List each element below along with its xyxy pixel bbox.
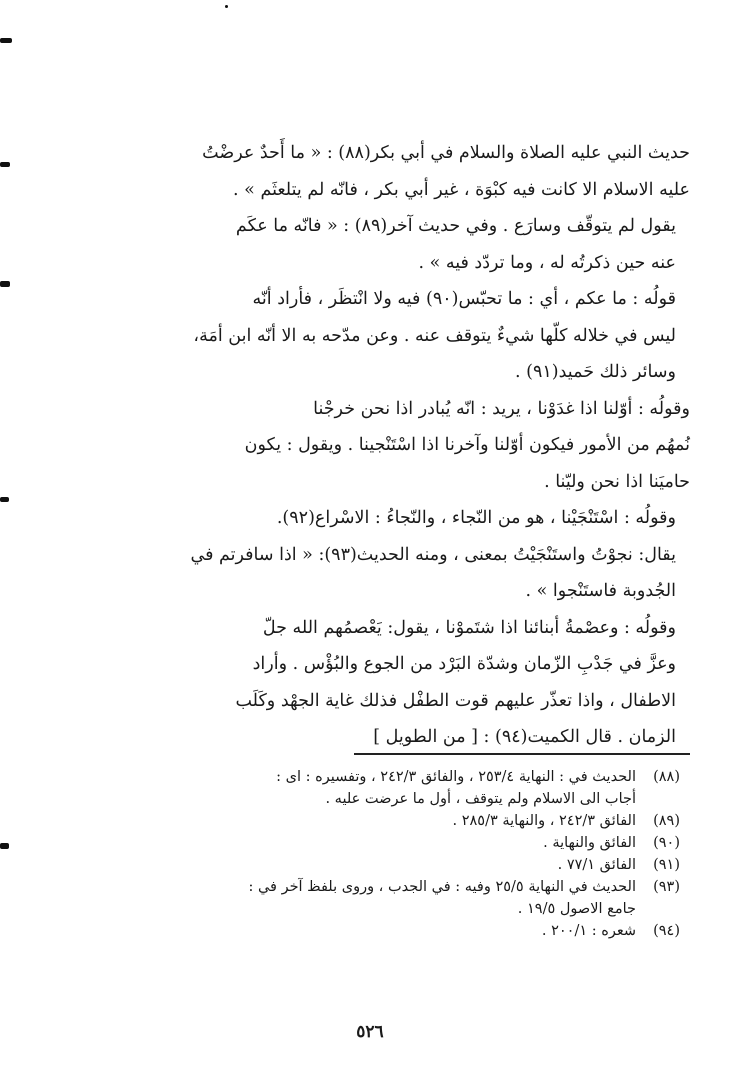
text-line: وسائر ذلك حَميد(٩١) . xyxy=(515,362,676,382)
footnote-line: الفائق ٢٤٢/٣ ، والنهاية ٢٨٥/٣ . xyxy=(452,813,636,829)
text-line: وقولُه : وعصْمةُ أبنائنا اذا شتَموْنا ، يقول: يَعْصمُهم الله جلّ xyxy=(262,617,676,638)
page-number: ٥٢٦ xyxy=(356,1022,384,1042)
paragraph-4 xyxy=(118,391,690,501)
footnote-rule xyxy=(354,753,690,755)
footnote-93 xyxy=(110,876,680,920)
footnote-91 xyxy=(110,854,680,876)
footnote-line: الفائق والنهاية . xyxy=(543,835,636,851)
footnote-line: جامع الاصول ١٩/٥ . xyxy=(517,901,636,917)
scan-mark xyxy=(0,843,9,849)
scan-mark xyxy=(0,162,10,167)
text-line: عنه حين ذكرتُه له ، وما تردّد فيه » . xyxy=(418,252,676,273)
footnote-number: (٩٠) xyxy=(653,835,680,851)
text-line: حديث النبي عليه الصلاة والسلام في أبي بكر(٨٨) : « ما أَحدٌ عرضْتُ xyxy=(202,143,690,163)
paragraph-6 xyxy=(118,610,690,756)
footnote-text xyxy=(110,766,636,810)
footnote-90 xyxy=(110,832,680,854)
footnote-text xyxy=(110,854,636,876)
text-line: نُمهُم من الأمور فيكون أوّلنا وآخرنا اذا اسْتَنْجينا . ويقول : يكون xyxy=(244,435,690,455)
text-line: الزمان . قال الكميت(٩٤) : [ من الطويل ] xyxy=(373,727,676,747)
main-text xyxy=(118,135,690,756)
scan-mark xyxy=(0,38,12,43)
footnote-text xyxy=(110,920,636,942)
footnote-89 xyxy=(110,810,680,832)
text-line: وقولُه : أوّلنا اذا غدَوْنا ، يريد : انّه يُبادر اذا نحن خرجْنا xyxy=(313,398,690,419)
footnote-line: أجاب الى الاسلام ولم يتوقف ، أول ما عرضت عليه . xyxy=(325,791,636,807)
text-line: وعزَّ في جَدْبِ الزّمان وشدّة البَرْد من الجوع والبُؤْس . وأراد xyxy=(252,654,676,674)
footnotes xyxy=(110,766,680,942)
footnote-text xyxy=(110,832,636,854)
text-line: الاطفال ، واذا تعذّر عليهم قوت الطفْل فذلك غاية الجهْد وكَلَب xyxy=(235,690,676,711)
footnote-number: (٩١) xyxy=(653,857,680,873)
footnote-number: (٩٤) xyxy=(653,923,680,939)
scan-mark xyxy=(0,497,9,502)
footnote-line: شعره : ٢٠٠/١ . xyxy=(541,923,636,939)
footnote-number: (٨٩) xyxy=(653,813,680,829)
footnote-text xyxy=(110,876,636,920)
scan-mark xyxy=(225,5,228,8)
text-line: ليس في خلاله كلّها شيءٌ يتوقف عنه . وعن مدّحه به الا أنّه ابن أمَة، xyxy=(193,325,676,346)
text-line: يقول لم يتوقّف وسارَع . وفي حديث آخر(٨٩) : « فانّه ما عكَم xyxy=(235,216,676,236)
scan-mark xyxy=(0,281,10,287)
text-line: حاميَنا اذا نحن وليّنا . xyxy=(544,471,690,492)
text-line: قولُه : ما عكم ، أي : ما تحبّس(٩٠) فيه ولا انْتظَر ، فأراد أنّه xyxy=(252,289,676,309)
footnote-line: الحديث في : النهاية ٢٥٣/٤ ، والفائق ٢٤٢/٣ ، وتفسيره : اى : xyxy=(276,769,636,785)
footnote-number: (٨٨) xyxy=(653,769,680,785)
text-line: وقولُه : اسْتَنْجَيْنا ، هو من النّجاء ، والنّجاءُ : الاسْراع(٩٢). xyxy=(276,508,676,528)
text-line: يقال: نجوْتُ واستَنْجَيْتُ بمعنى ، ومنه الحديث(٩٣): « اذا سافرتم في xyxy=(190,544,676,565)
text-line: عليه الاسلام الا كانت فيه كبْوَة ، غير أبي بكر ، فانّه لم يتلعثَم » . xyxy=(233,179,690,200)
paragraph-1 xyxy=(118,135,690,208)
footnote-text xyxy=(110,810,636,832)
text-line: الجُدوبة فاستَنْجوا » . xyxy=(525,581,676,601)
paragraph-5 xyxy=(118,500,690,610)
paragraph-2 xyxy=(118,208,690,281)
footnote-line: الحديث في النهاية ٢٥/٥ وفيه : في الجدب ، وروى بلفظ آخر في : xyxy=(248,879,636,895)
footnote-line: الفائق ٧٧/١ . xyxy=(557,857,636,873)
footnote-number: (٩٣) xyxy=(653,879,680,895)
footnote-94 xyxy=(110,920,680,942)
footnote-88 xyxy=(110,766,680,810)
paragraph-3 xyxy=(118,281,690,391)
